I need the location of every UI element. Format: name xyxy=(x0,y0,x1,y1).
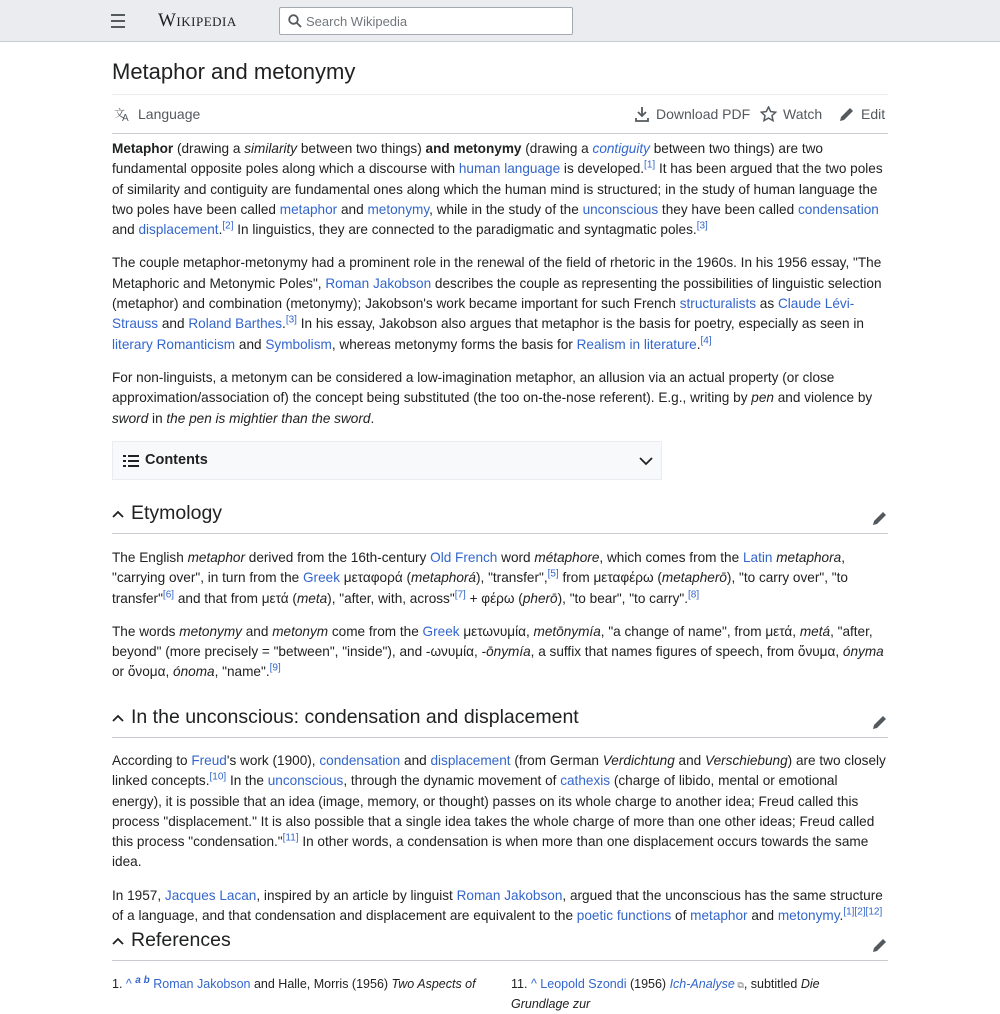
etymology-content xyxy=(112,548,888,696)
reference-number: 11. xyxy=(511,977,528,991)
language-button[interactable] xyxy=(114,106,200,122)
link-leopold-szondi[interactable]: Leopold Szondi xyxy=(540,977,627,991)
italic-term: pherō xyxy=(522,590,558,606)
reference-item xyxy=(511,975,881,1014)
text: and xyxy=(112,222,139,238)
link-human-language[interactable]: human language xyxy=(458,161,561,177)
svg-text:文: 文 xyxy=(114,108,125,120)
text: and xyxy=(235,336,266,352)
text: and Halle, Morris (1956) xyxy=(250,977,392,991)
link-unconscious[interactable]: unconscious xyxy=(267,773,344,789)
section-heading-etymology xyxy=(112,500,888,534)
text: , "name". xyxy=(214,664,270,680)
text: ), "to bear", "to carry". xyxy=(557,590,688,606)
link-metaphor[interactable]: metaphor xyxy=(279,201,338,217)
edit-label: Edit xyxy=(861,106,886,122)
link-latin[interactable]: Latin xyxy=(742,550,773,565)
citation-link[interactable]: [4] xyxy=(700,335,712,347)
italic-term: metaphor xyxy=(187,550,245,565)
text: In the xyxy=(226,773,268,789)
text: (charge of libido, mental or emotional energy), it is possible that an idea (image, memory, or thought) passes on its whole charge to another idea; Freud called this process "displacement." It is also possible that a single idea takes the whole charge of more than one other ideas; Freud called this process "condensation." xyxy=(112,773,875,850)
edit-button[interactable] xyxy=(839,106,885,122)
text: In linguistics, they are connected to the paradigmatic and syntagmatic poles. xyxy=(233,222,697,238)
backlink[interactable]: ^ xyxy=(125,977,132,991)
italic-term: metapherō xyxy=(661,570,727,586)
link-symbolism[interactable]: Symbolism xyxy=(265,336,332,352)
svg-text:A: A xyxy=(122,113,129,122)
link-roman-jakobson[interactable]: Roman Jakobson xyxy=(456,887,563,903)
italic-term: sword xyxy=(112,410,149,426)
section-heading-unconscious xyxy=(112,704,888,738)
text: as xyxy=(756,296,778,312)
text: (drawing a xyxy=(521,141,593,156)
text: , through the dynamic movement of xyxy=(343,773,561,789)
italic-term: pen xyxy=(751,390,774,406)
text: In his essay, Jakobson also argues that metaphor is the basis for poetry, especially as seen in xyxy=(296,316,864,332)
text: . xyxy=(218,222,223,238)
text: (from German xyxy=(510,753,603,768)
text: , inspired by an article by linguist xyxy=(256,887,457,903)
link-roland-barthes[interactable]: Roland Barthes xyxy=(188,316,283,332)
page-toolbar xyxy=(112,94,888,134)
text: The couple metaphor-metonymy had a prominent role in the renewal of the field of rhetoric in the 1960s. In his 1956 essay, "The Metaphoric and Metonymic Poles", xyxy=(112,255,882,291)
list-icon xyxy=(123,454,139,469)
link-condensation[interactable]: condensation xyxy=(797,201,879,217)
backlink-a[interactable]: a xyxy=(135,974,141,986)
citation-link[interactable]: [6] xyxy=(162,589,175,601)
text: . xyxy=(839,908,844,924)
citation-link[interactable]: [10] xyxy=(209,771,227,783)
italic-term: meta xyxy=(296,590,328,606)
italic-term: metonymy xyxy=(179,623,242,639)
text: and xyxy=(337,201,368,217)
pencil-icon[interactable] xyxy=(872,510,888,526)
link-roman-jakobson[interactable]: Roman Jakobson xyxy=(153,977,251,991)
search-icon xyxy=(288,14,302,28)
italic-term: -ōnymía xyxy=(481,644,531,660)
link-ich-analyse[interactable] xyxy=(670,977,735,991)
text: , "carrying over", in turn from the xyxy=(112,550,845,586)
link-displacement[interactable]: displacement xyxy=(138,222,219,238)
download-icon xyxy=(634,106,650,122)
citation-link[interactable]: [3] xyxy=(696,220,708,232)
bold-term: and metonymy xyxy=(425,141,522,156)
text: , argued that the unconscious has the same structure of a language, and that condensation and displacement are equivalent to the xyxy=(112,887,883,924)
pencil-icon[interactable] xyxy=(872,714,888,730)
citation-link[interactable]: [1] xyxy=(644,159,656,171)
citation-link[interactable]: [1][2][12] xyxy=(843,906,883,918)
language-icon xyxy=(114,106,132,122)
link-structuralists[interactable]: structuralists xyxy=(679,296,757,312)
citation-link[interactable]: [9] xyxy=(269,662,281,674)
text: and xyxy=(674,753,706,768)
download-pdf-button[interactable] xyxy=(634,106,750,122)
text: , "after, beyond" (more precisely = "between", "inside"), and -ωνυμία, xyxy=(112,623,873,660)
italic-term: Verschiebung xyxy=(705,753,788,768)
link-metaphor[interactable]: metaphor xyxy=(690,908,748,924)
link-realism[interactable]: Realism in literature xyxy=(576,336,697,352)
section-title: References xyxy=(131,929,231,951)
text: from μεταφέρω ( xyxy=(558,570,662,586)
language-label: Language xyxy=(138,106,201,122)
text: come from the xyxy=(328,623,423,639)
link-unconscious[interactable]: unconscious xyxy=(582,201,659,217)
italic-term: Die Grundlage zur xyxy=(511,977,820,1011)
link-displacement[interactable]: displacement xyxy=(430,753,511,768)
watch-label: Watch xyxy=(783,106,823,122)
link-jacques-lacan[interactable]: Jacques Lacan xyxy=(164,887,257,903)
citation-link[interactable]: [2] xyxy=(222,220,234,232)
italic-term: metaphora xyxy=(776,550,842,565)
reference-number: 1. xyxy=(112,977,123,991)
text: 's work (1900), xyxy=(226,753,320,768)
link-cathexis[interactable]: cathexis xyxy=(560,773,611,789)
text: , whereas metonymy forms the basis for xyxy=(331,336,577,352)
unconscious-content xyxy=(112,751,888,939)
search-input[interactable] xyxy=(306,11,566,31)
text: . xyxy=(370,410,375,426)
etymology-paragraph-2 xyxy=(112,622,888,683)
intro-paragraph-1 xyxy=(112,139,888,240)
text: μεταφορά ( xyxy=(340,570,411,586)
text: , "a change of name", from μετά, xyxy=(600,623,800,639)
bold-term: Metaphor xyxy=(112,141,174,156)
download-pdf-label: Download PDF xyxy=(656,106,751,122)
star-icon xyxy=(760,106,777,122)
main-menu-button[interactable] xyxy=(108,11,130,31)
text: or ὄνομα, xyxy=(112,664,174,680)
text: (drawing a xyxy=(173,141,245,156)
pencil-icon[interactable] xyxy=(872,937,888,953)
section-title: Etymology xyxy=(131,502,223,524)
text: between two things) are two fundamental opposite poles along which a discourse with xyxy=(112,141,823,177)
italic-term: métaphore xyxy=(534,550,600,565)
link-freud[interactable]: Freud xyxy=(191,753,227,768)
text: The English xyxy=(112,550,188,565)
backlink[interactable]: ^ xyxy=(530,977,537,991)
italic-term: Ich-Analyse xyxy=(669,977,735,991)
search-box[interactable] xyxy=(279,7,573,35)
text: and xyxy=(747,908,778,924)
text: μετωνυμία, xyxy=(459,623,534,639)
text: and that from μετά ( xyxy=(174,590,297,606)
reference-item xyxy=(112,975,482,994)
toc-label: Contents xyxy=(145,452,208,468)
text: . xyxy=(696,336,701,352)
wikipedia-logo[interactable]: Wikipedia xyxy=(158,10,237,31)
text: and xyxy=(158,316,189,332)
text: ), "transfer", xyxy=(476,570,548,586)
text: . xyxy=(282,316,286,332)
intro-paragraph-3 xyxy=(112,368,888,429)
italic-term: metōnymía xyxy=(533,623,601,639)
text: between two things) xyxy=(297,141,426,156)
link-roman-jakobson[interactable]: Roman Jakobson xyxy=(325,275,432,291)
text: In 1957, xyxy=(112,887,165,903)
etymology-paragraph-1 xyxy=(112,548,888,609)
chevron-up-icon[interactable] xyxy=(112,713,124,723)
link-greek[interactable]: Greek xyxy=(302,570,341,586)
text: ) are two closely linked concepts. xyxy=(112,753,886,789)
citation-link[interactable]: [5] xyxy=(547,568,559,580)
link-old-french[interactable]: Old French xyxy=(430,550,498,565)
text: and xyxy=(241,623,273,639)
text: derived from the 16th-century xyxy=(245,550,431,565)
chevron-up-icon[interactable] xyxy=(112,509,124,519)
text: ), "after, with, across" xyxy=(327,590,455,606)
italic-term: the pen is mightier than the sword xyxy=(166,410,371,426)
page-title: Metaphor and metonymy xyxy=(112,59,356,84)
citation-link[interactable]: [11] xyxy=(282,832,299,844)
text: and xyxy=(400,753,431,768)
text: of xyxy=(671,908,691,924)
watch-button[interactable] xyxy=(760,106,822,122)
text: describes the couple as representing the possibilities of linguistic selection (metaphor) and combination (metonymy); Jakobson's work became important for such French xyxy=(112,275,882,312)
unconscious-paragraph-2 xyxy=(112,886,888,927)
external-link-icon: ⧉ xyxy=(734,980,744,990)
section-title: In the unconscious: condensation and displacement xyxy=(131,706,579,728)
text: in xyxy=(148,410,167,426)
intro-paragraph-2 xyxy=(112,253,888,354)
italic-term: ónyma xyxy=(842,644,884,660)
italic-term: metonym xyxy=(272,623,329,639)
text: they have been called xyxy=(658,201,798,217)
italic-term: Verdichtung xyxy=(602,753,675,768)
unconscious-paragraph-1 xyxy=(112,751,888,873)
text: ), "to carry over", "to transfer" xyxy=(112,570,848,606)
link-poetic-functions[interactable]: poetic functions xyxy=(576,908,672,924)
link-greek[interactable]: Greek xyxy=(422,623,460,639)
chevron-down-icon[interactable] xyxy=(639,456,653,466)
italic-term: Two Aspects of xyxy=(391,977,476,991)
site-header xyxy=(0,0,1000,42)
link-contiguity[interactable]: contiguity xyxy=(592,141,650,156)
text: (1956) xyxy=(626,977,670,991)
chevron-up-icon[interactable] xyxy=(112,936,124,946)
text: The words xyxy=(112,623,180,639)
text: is developed. xyxy=(560,161,645,177)
section-heading-references xyxy=(112,927,888,961)
backlink-b[interactable]: b xyxy=(143,974,150,986)
text: For non-linguists, a metonym can be considered a low-imagination metaphor, an allusion via an actual property (or close approximation/association of) the concept being substituted (the too on-the-nose referent). E.g., writing by xyxy=(112,369,835,406)
link-levi-strauss[interactable]: Claude Lévi-Strauss xyxy=(112,296,855,332)
link-metonymy[interactable]: metonymy xyxy=(367,201,430,217)
text: It has been argued that the two poles of similarity and contiguity are fundamental ones along which the human mind is structured; in the study of human language the two poles have been called xyxy=(112,161,883,217)
text: According to xyxy=(112,753,192,768)
article-intro xyxy=(112,139,888,442)
text: In other words, a condensation is when more than one displacement occurs towards the same idea. xyxy=(112,834,869,870)
text: + φέρω ( xyxy=(465,590,523,606)
link-literary-romanticism[interactable]: literary Romanticism xyxy=(112,336,236,352)
text: , a suffix that names figures of speech, from ὄνυμα, xyxy=(530,644,843,660)
citation-link[interactable]: [3] xyxy=(285,314,297,326)
text: , which comes from the xyxy=(599,550,743,565)
text: , subtitled xyxy=(743,977,801,991)
italic-term: metaphorá xyxy=(411,570,476,586)
italic-term: ónoma xyxy=(173,664,215,680)
italic-term: metá xyxy=(799,623,831,639)
pencil-icon xyxy=(839,106,855,122)
link-condensation[interactable]: condensation xyxy=(319,753,401,768)
link-metonymy[interactable]: metonymy xyxy=(777,908,840,924)
text: word xyxy=(497,550,535,565)
text: , while in the study of the xyxy=(429,201,583,217)
italic-term: similarity xyxy=(244,141,298,156)
citation-link[interactable]: [8] xyxy=(687,589,700,601)
citation-link[interactable]: [7] xyxy=(454,589,466,601)
text: and violence by xyxy=(773,390,873,406)
table-of-contents[interactable] xyxy=(112,441,662,480)
